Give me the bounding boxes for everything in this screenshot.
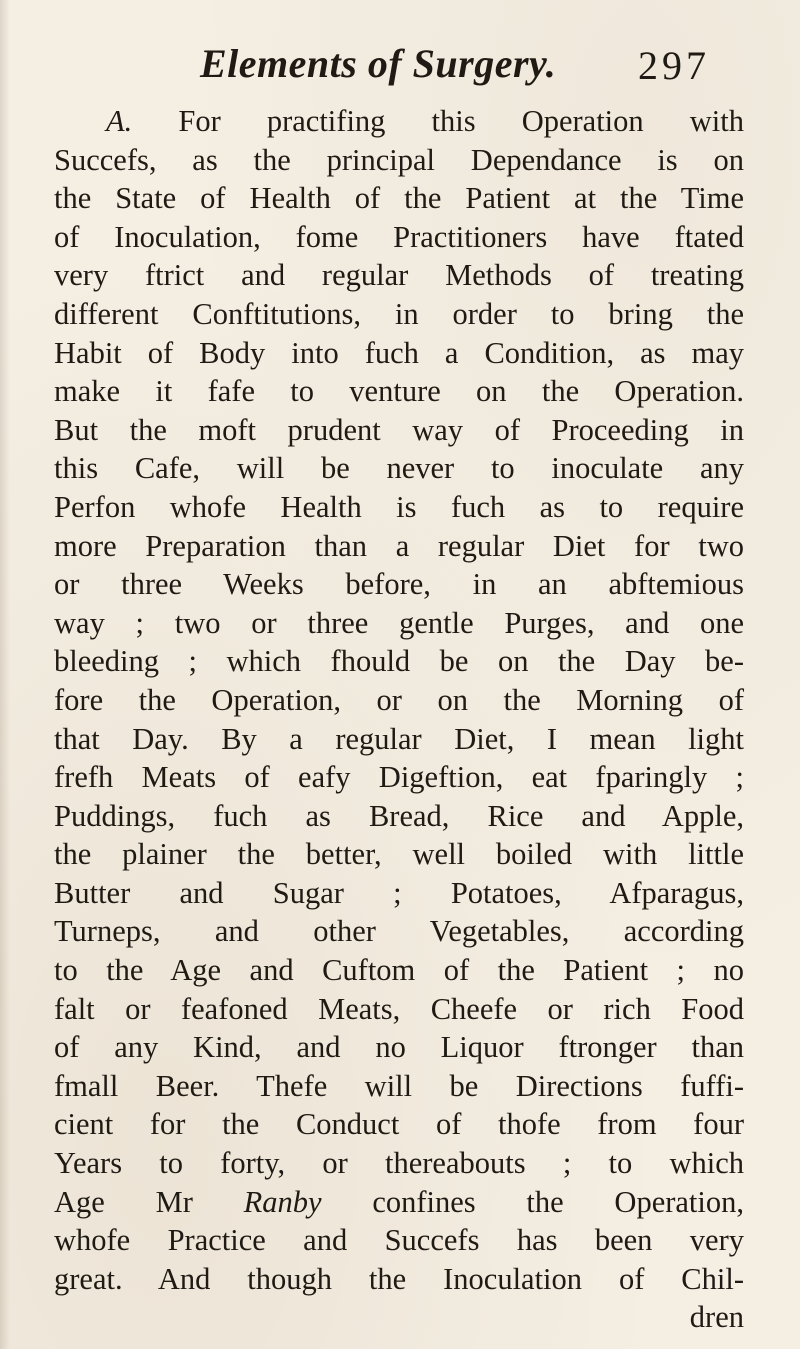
text-line: bleeding ; which fhould be on the Day be- [54, 644, 744, 679]
running-title: Elements of Surgery. [200, 41, 557, 86]
text-line-ranby [54, 1183, 744, 1222]
text-line: great. And though the Inoculation of Chil- [54, 1261, 744, 1296]
text-line: more Preparation than a regular Diet for two [54, 528, 744, 563]
text-line: Perfon whofe Health is fuch as to require [54, 489, 744, 524]
text-line: Butter and Sugar ; Potatoes, Afparagus, [54, 875, 744, 910]
text-line: different Conftitutions, in order to bring the [54, 296, 744, 331]
text-line: of Inoculation, fome Practitioners have ftated [54, 219, 744, 254]
text-line-1-rest: For practifing this Operation with [178, 104, 744, 138]
text-line: falt or feafoned Meats, Cheefe or rich Food [54, 991, 744, 1026]
page-header [200, 40, 720, 100]
surgeon-name: Ranby [243, 1184, 322, 1219]
text-line: But the moft prudent way of Proceeding in [54, 412, 744, 447]
text-line: cient for the Conduct of thofe from four [54, 1107, 744, 1142]
text-line: the State of Health of the Patient at the Time [54, 181, 744, 216]
text-line: Puddings, fuch as Bread, Rice and Apple, [54, 798, 744, 833]
text-line-1 [54, 102, 744, 141]
text-line: Turneps, and other Vegetables, according [54, 914, 744, 949]
page-gutter-shadow [0, 0, 10, 1349]
text-line: the plainer the better, well boiled with little [54, 837, 744, 872]
text-line: Habit of Body into fuch a Condition, as may [54, 335, 744, 370]
text-line: fmall Beer. Thefe will be Directions fuffi- [54, 1068, 744, 1103]
text-line: or three Weeks before, in an abftemious [54, 567, 744, 602]
text-line: Years to forty, or thereabouts ; to which [54, 1146, 744, 1181]
text-line: of any Kind, and no Liquor ftronger than [54, 1030, 744, 1065]
text-line: make it fafe to venture on the Operation. [54, 374, 744, 409]
text-line-ranby-rest: confines the Operation, [372, 1184, 745, 1219]
text-line: frefh Meats of eafy Digeftion, eat fparingly ; [54, 760, 744, 795]
text-line: this Cafe, will be never to inoculate any [54, 451, 744, 486]
body-text [54, 102, 744, 1337]
text-line: that Day. By a regular Diet, I mean light [54, 721, 744, 756]
text-line: whofe Practice and Succefs has been very [54, 1223, 744, 1258]
section-marker: A. [106, 104, 133, 138]
catchword: dren [689, 1300, 744, 1335]
text-line: very ftrict and regular Methods of treating [54, 258, 744, 293]
text-line: way ; two or three gentle Purges, and one [54, 605, 744, 640]
page-number: 297 [638, 43, 710, 88]
text-line-ranby-start: Age Mr [54, 1184, 193, 1219]
text-line: Succefs, as the principal Dependance is on [54, 142, 744, 177]
text-line: fore the Operation, or on the Morning of [54, 682, 744, 717]
text-line: to the Age and Cuftom of the Patient ; no [54, 953, 744, 988]
